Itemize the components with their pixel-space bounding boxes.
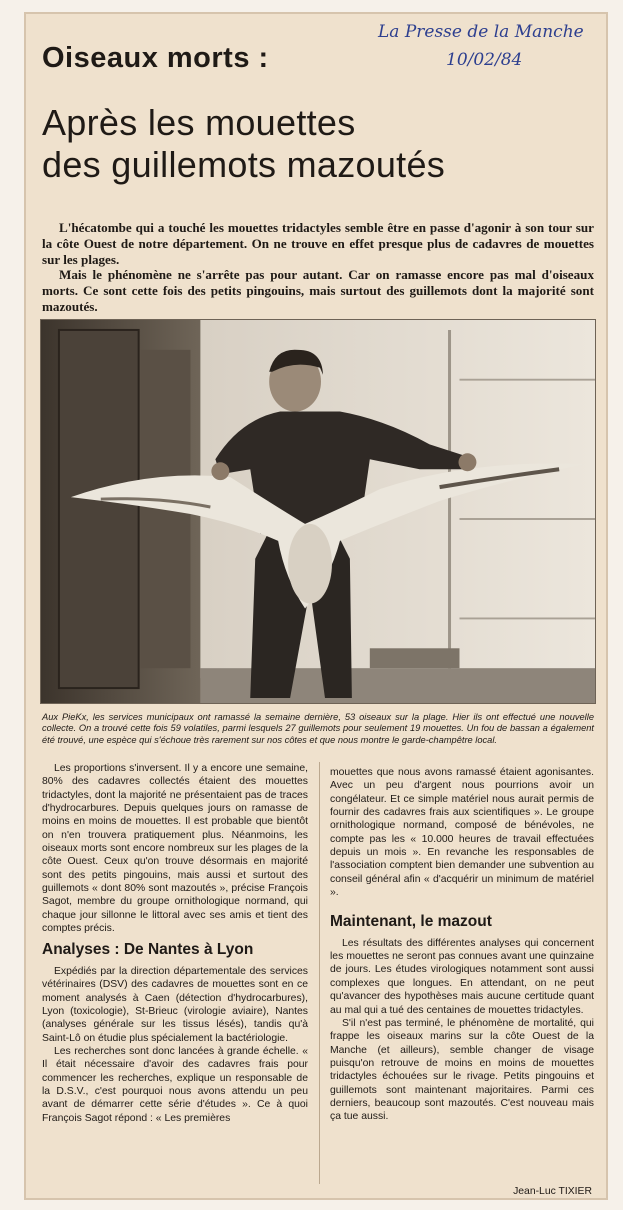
body-paragraph: Expédiés par la direction départementale des services vétérinaires (DSV) des cadavres de mouettes sont en ce moment analysés à Caen (détection d'hydrocarbures), Lyon (toxicologie), St-Brieuc (virologie aviaire), Nantes (analyses générale sur les tissus lésés), tandis qu'à Saint-Lô on étudie plus spécialement la bactériologie. [42,965,308,1044]
article-lead [42,220,594,315]
subheading-analyses: Analyses : De Nantes à Lyon [42,941,254,959]
body-paragraph: Les proportions s'inversent. Il y a encore une semaine, 80% des cadavres collectés étaient des mouettes tridactyles, dont la majorité ne présentaient pas de traces d'hydrocarbures. Depuis quelques jours on ramasse de moins en moins de mouettes. Il est probable que bientôt on n'en trouvera pratiquement plus. Néanmoins, les oiseaux morts sont encore nombreux sur les plages de la côte Ouest. Ceux qu'on trouve désormais en majorité sont des petits pingouins, mais aussi et surtout des guillemots « dont 80% sont mazoutés », précise François Sagot, membre du groupe ornithologique normand, qui chaque jour sillonne le littoral avec ses amis et tient des comptes précis. [42,763,308,935]
article-column-left [42,762,308,1125]
lead-paragraph-1: L'hécatombe qui a touché les mouettes tridactyles semble être en passe d'agonir à son tour sur la côte Ouest de notre département. On ne trouve en effet presque plus de cadavres de mouettes sur les plages. [42,220,594,267]
author-signature: Jean-Luc TIXIER [513,1186,592,1197]
body-paragraph: S'il n'est pas terminé, le phénomène de mortalité, qui frappe les oiseaux marins sur la côte Ouest de la Manche (et ailleurs), semble changer de visage puisqu'on retrouve de moins en moins de mouettes tridactyles échouées sur le rivage. Petits pingouins et guillemots sont maintenant majoritaires. Parmi ces derniers, beaucoup sont mazoutés. C'est nouveau mais ça tue aussi. [330,1017,594,1123]
article-column-right [330,766,594,1124]
photo-caption: Aux PieKx, les services municipaux ont ramassé la semaine dernière, 53 oiseaux sur la plage. Hier ils ont effectué une nouvelle collecte. On a trouvé cette fois 59 volatiles, parmi lesquels 27 guillemots pour seulement 19 mouettes. Un fou de bassan a également été trouvé, une espèce qui s'échoue très rarement sur nos côtes et que nous montre le garde-champêtre local. [42,712,594,745]
handwritten-source: La Presse de la Manche [378,22,584,42]
headline-line-2: des guillemots mazoutés [42,144,446,186]
body-paragraph: Les résultats des différentes analyses qui concernent les mouettes ne seront pas connues avant une quinzaine de jours. Les études virologiques notamment sont aussi complexes que longues. En attendant, on ne peut qu'avancer des hypothèses mais aucune certitude quant au mal qui a tué des centaines de mouettes tridactyles. [330,937,594,1016]
handwritten-date: 10/02/84 [446,50,523,70]
subheading-mazout: Maintenant, le mazout [330,913,492,931]
lead-paragraph-2: Mais le phénomène ne s'arrête pas pour autant. Car on ramasse encore pas mal d'oiseaux morts. Ce sont cette fois des petits pingouins, mais surtout des guillemots dont la majorité sont mazoutés. [42,267,594,314]
article-photo [40,319,596,704]
newspaper-clipping [24,12,608,1200]
article-kicker: Oiseaux morts : [42,42,269,74]
column-divider [319,762,320,1184]
body-paragraph: Les recherches sont donc lancées à grande échelle. « Il était nécessaire d'avoir des cadavres frais pour commencer les recherches, explique un responsable de la D.S.V., c'est pourquoi nous avons attendu un peu avant de démarrer cette série d'études ». Ce à quoi François Sagot répond : « Les premières [42,1045,308,1124]
article-headline [42,102,445,187]
body-paragraph: mouettes que nous avons ramassé étaient agonisantes. Avec un peu d'argent nous pourrions avoir un congélateur. Et ce simple matériel nous aurait permis de fournir des cadavres frais aux scientifiques ». Le groupe ornithologique normand, composé de bénévoles, ne compte pas les « 10.000 heures de travail effectuées depuis un mois ». En revanche les responsables de l'association comptent bien demander une subvention au conseil général afin « d'acquérir un minimum de matériel ». [330,767,594,899]
headline-line-1: Après les mouettes [42,102,356,143]
